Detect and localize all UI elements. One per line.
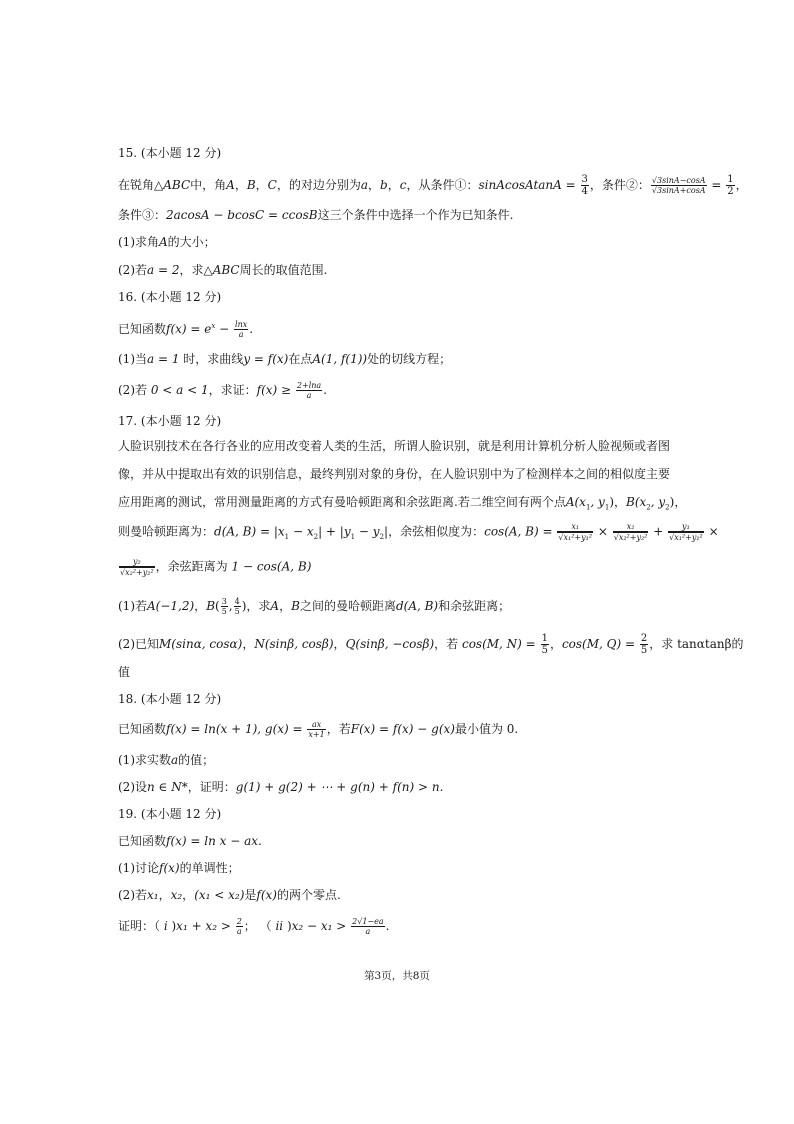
math: − y [355, 524, 380, 539]
problem-17-paragraph-1: 人脸识别技术在各行各业的应用改变着人类的生活，所谓人脸识别，就是利用计算机分析人脸视频或者图 [118, 439, 671, 453]
text: , [228, 599, 233, 613]
text: . [323, 383, 328, 397]
math: B [291, 599, 300, 613]
text: ，求 [649, 637, 678, 651]
math: ii [271, 919, 287, 933]
fraction [221, 597, 228, 616]
math: b [380, 178, 388, 192]
math: M(sinα, cosα) [159, 637, 243, 651]
math: A(1, f(1)) [312, 352, 368, 366]
text: ； （ [243, 919, 272, 933]
problem-18-question-2 [118, 779, 443, 795]
problem-19-function [118, 833, 262, 849]
math: f(x) [159, 861, 180, 875]
math: d(A, B) [395, 599, 439, 613]
problem-17-paragraph-2: 像，并从中提取出有效的识别信息，最终判别对象的身份，在人脸识别中为了检测样本之间的相似度主要 [118, 467, 671, 481]
text: ， [234, 178, 247, 192]
fraction [296, 381, 322, 400]
text: 是 [244, 888, 257, 902]
condition-1: sinAcosAtanA [478, 178, 562, 192]
math: f(x) = e [166, 322, 212, 336]
problem-15-question-2 [118, 262, 327, 278]
text: ) [171, 919, 177, 933]
problem-19-question-2 [118, 887, 341, 903]
text: ，若 [326, 722, 351, 736]
math: a = 1 [147, 352, 180, 366]
numerator: 2 [236, 917, 242, 926]
text: 条件③： [118, 208, 167, 222]
problem-18-header: 18. (本小题 12 分) [118, 692, 222, 706]
problem-18-function [118, 720, 518, 739]
text: ， [279, 599, 292, 613]
math: F(x) = f(x) − g(x) [350, 722, 455, 736]
math: B(x [626, 495, 647, 509]
text: 周长的取值范围. [239, 263, 328, 277]
math: x₂ [170, 888, 183, 902]
problem-18-question-1 [118, 752, 214, 768]
fraction [557, 522, 593, 542]
radicand: x₁²+y₁² [674, 533, 703, 542]
denominator: √x₂²+y₂² [120, 568, 154, 577]
text: 的两个零点. [276, 888, 341, 902]
numerator: 3 [221, 597, 227, 606]
problem-17-header: 17. (本小题 12 分) [118, 414, 222, 428]
math: f(x) ≥ [256, 383, 295, 397]
fraction [581, 174, 589, 197]
numerator: 1 [541, 633, 548, 644]
numerator: x₁ [557, 522, 593, 532]
denominator: a [238, 330, 244, 339]
fraction [640, 633, 648, 656]
math: ABC [212, 263, 240, 277]
text: 的单调性； [179, 861, 240, 875]
text: 这三个条件中选择一个作为已知条件. [317, 208, 514, 222]
math: a = 2 [147, 263, 180, 277]
problem-15-question-1 [118, 234, 216, 250]
numerator: y₂ [119, 557, 155, 567]
math: f(x) = ln x − ax. [166, 834, 262, 848]
numerator: 2√1−ea [352, 917, 384, 926]
fraction [234, 320, 248, 339]
text: 已知函数 [118, 722, 167, 736]
math: n ∈ N* [147, 780, 188, 794]
problem-17-paragraph-4 [118, 522, 719, 545]
numerator: √3sinA−cosA [651, 176, 706, 185]
text: ，条件②： [589, 178, 650, 192]
denominator: √3sinA+cosA [651, 186, 706, 195]
problem-17-question-2-tail: 值 [118, 665, 131, 679]
math: A(x [565, 495, 586, 509]
math: , y [650, 495, 666, 509]
text: + [649, 524, 668, 539]
text: . [249, 322, 254, 336]
text: ， [194, 599, 207, 613]
math: | + |y [318, 524, 351, 539]
math: C [267, 178, 277, 192]
text: ， [242, 637, 255, 651]
problem-16-function [118, 318, 253, 339]
problem-19-header: 19. (本小题 12 分) [118, 807, 222, 821]
math: tanαtanβ [677, 637, 732, 651]
text: )， [609, 495, 626, 509]
text: ) [286, 919, 292, 933]
text: ，求证： [208, 383, 257, 397]
text: (1)若 [118, 599, 147, 613]
math: a [360, 178, 369, 192]
math: 2acosA − bcosC = ccosB [166, 208, 318, 222]
denominator: 5 [221, 607, 227, 616]
math: A(−1,2) [147, 599, 195, 613]
text: ，的对边分别为 [276, 178, 361, 192]
problem-15-header: 15. (本小题 12 分) [118, 146, 222, 160]
math: x₁ [147, 888, 159, 902]
text: ，从条件①： [406, 178, 479, 192]
math: B [206, 599, 216, 613]
numerator: x₂ [613, 522, 649, 532]
problem-17-question-2 [118, 633, 744, 656]
text: 之间的曼哈顿距离 [299, 599, 396, 613]
text: ， [182, 888, 195, 902]
text: 已知函数 [118, 834, 167, 848]
text: ， [255, 178, 268, 192]
math: i [160, 919, 172, 933]
numerator: 4 [234, 597, 240, 606]
math: A [159, 235, 168, 249]
fraction [234, 597, 241, 616]
text: (1)求实数 [118, 753, 171, 767]
text: (2)若 [118, 263, 147, 277]
text: 应用距离的测试，常用测量距离的方式有曼哈顿距离和余弦距离.若二维空间有两个点 [118, 495, 566, 509]
text: × [704, 524, 719, 539]
page-footer: 第3页，共8页 [364, 970, 430, 982]
fraction [119, 557, 155, 577]
numerator: 3 [581, 174, 588, 185]
problem-19-proof [118, 917, 389, 936]
text: ， [387, 178, 400, 192]
text: 已知函数 [118, 322, 167, 336]
math: cos(M, N) = [461, 637, 540, 651]
math: x₁ + x₂ > [176, 919, 235, 933]
math: cos(A, B) = [484, 524, 557, 539]
text: 中，角 [190, 178, 227, 192]
text: (2)若 [118, 383, 151, 397]
math: ABC [163, 178, 191, 192]
radicand: x₁²+y₁² [563, 533, 593, 542]
text: (2)若 [118, 888, 147, 902]
text: ) [241, 599, 247, 613]
text: )， [669, 495, 687, 509]
denominator: √x₂²+y₂² [613, 533, 648, 542]
fraction [726, 174, 734, 197]
text: × [594, 524, 612, 539]
numerator: lnx [235, 320, 248, 329]
text: (1)讨论 [118, 861, 159, 875]
fraction [541, 633, 549, 656]
text: 最小值为 0. [454, 722, 519, 736]
text: (1)当 [118, 352, 147, 366]
denominator: a [236, 927, 242, 936]
problem-15-intro [118, 174, 748, 197]
denominator: a [306, 391, 312, 400]
math-sub: 2 [313, 532, 319, 541]
text: − [215, 322, 234, 336]
text: ，证明： [187, 780, 236, 794]
math: 0 < a < 1 [150, 383, 209, 397]
math-sub: 1 [604, 503, 610, 512]
text: . [385, 919, 390, 933]
math: y = f(x) [243, 352, 289, 366]
fraction [236, 917, 243, 936]
math: d(A, B) = |x [214, 524, 285, 539]
text: ， [333, 637, 346, 651]
math-sub: 2 [646, 503, 651, 512]
problem-16-question-2 [118, 381, 327, 400]
math: , y [590, 495, 605, 509]
math-sub: 1 [284, 532, 290, 541]
math: f(x) = ln(x + 1), g(x) = [166, 722, 307, 736]
text: ， [735, 178, 748, 192]
denominator: √x₁²+y₁² [558, 533, 593, 542]
text: = [707, 178, 726, 192]
math: g(1) + g(2) + ⋯ + g(n) + f(n) > n. [235, 780, 444, 794]
text: ，余弦距离为 [155, 559, 232, 574]
text: (1)求角 [118, 235, 159, 249]
math-sup: x [211, 322, 216, 330]
problem-16-question-1 [118, 351, 451, 367]
problem-17-paragraph-5 [118, 557, 311, 577]
math: A [226, 178, 235, 192]
numerator: y₁ [668, 522, 704, 532]
text: = [561, 178, 580, 192]
text: ，余弦相似度为： [388, 524, 485, 539]
math: c [399, 178, 407, 192]
text: 和余弦距离； [438, 599, 511, 613]
text: ，若 [434, 637, 462, 651]
radicand: x₂²+y₂² [125, 568, 154, 577]
denominator: 5 [541, 645, 548, 656]
fraction [351, 917, 384, 936]
fraction [668, 522, 704, 542]
text: ， [368, 178, 381, 192]
problem-17-paragraph-3 [118, 494, 686, 515]
math: f(x) [256, 888, 277, 902]
math: x₂ − x₁ > [291, 919, 351, 933]
numerator: ax [307, 720, 325, 730]
problem-16-header: 16. (本小题 12 分) [118, 290, 222, 304]
math-sub: 1 [585, 503, 591, 512]
math: (x₁ < x₂) [194, 888, 245, 902]
problem-19-question-1 [118, 860, 240, 876]
numerator: 2 [640, 633, 648, 644]
math: N(sinβ, cosβ) [254, 637, 334, 651]
text: (2)已知 [118, 637, 159, 651]
denominator: x+1 [308, 730, 325, 739]
math: 1 − cos(A, B) [231, 559, 312, 574]
radicand: x₂²+y₂² [618, 533, 648, 542]
denominator: 5 [234, 607, 240, 616]
math: | [384, 524, 389, 539]
denominator: 2 [727, 186, 734, 197]
problem-17-question-1 [118, 597, 510, 616]
problem-15-condition-3 [118, 207, 513, 223]
text: 则曼哈顿距离为： [118, 524, 215, 539]
math: a [171, 753, 179, 767]
text: 时，求曲线 [179, 352, 244, 366]
text: ，求△ [179, 263, 213, 277]
denominator: √x₁²+y₁² [669, 533, 703, 542]
text: ， [158, 888, 171, 902]
text: 的 [731, 637, 744, 651]
math: − x [289, 524, 314, 539]
text: ，求 [246, 599, 271, 613]
math: cos(M, Q) = [561, 637, 639, 651]
text: (2)设 [118, 780, 147, 794]
numerator: 1 [727, 174, 734, 185]
text: 在锐角△ [118, 178, 164, 192]
math: B [246, 178, 256, 192]
math-sub: 2 [379, 532, 385, 541]
text: 的值； [178, 753, 215, 767]
fraction [613, 522, 649, 542]
math-sub: 1 [350, 532, 356, 541]
text: 证明：（ [118, 919, 161, 933]
math: A [270, 599, 280, 613]
denominator: 5 [640, 645, 648, 656]
math: Q(sinβ, −cosβ) [345, 637, 435, 651]
math-sub: 2 [665, 503, 670, 512]
text: 处的切线方程； [367, 352, 452, 366]
numerator: 2+lna [296, 381, 322, 390]
text: 的大小； [167, 235, 216, 249]
denominator: 4 [581, 186, 588, 197]
text: ， [549, 637, 562, 651]
fraction [651, 176, 707, 195]
text: ( [215, 599, 220, 613]
text: 在点 [288, 352, 313, 366]
denominator: a [365, 927, 371, 936]
fraction [307, 720, 325, 739]
